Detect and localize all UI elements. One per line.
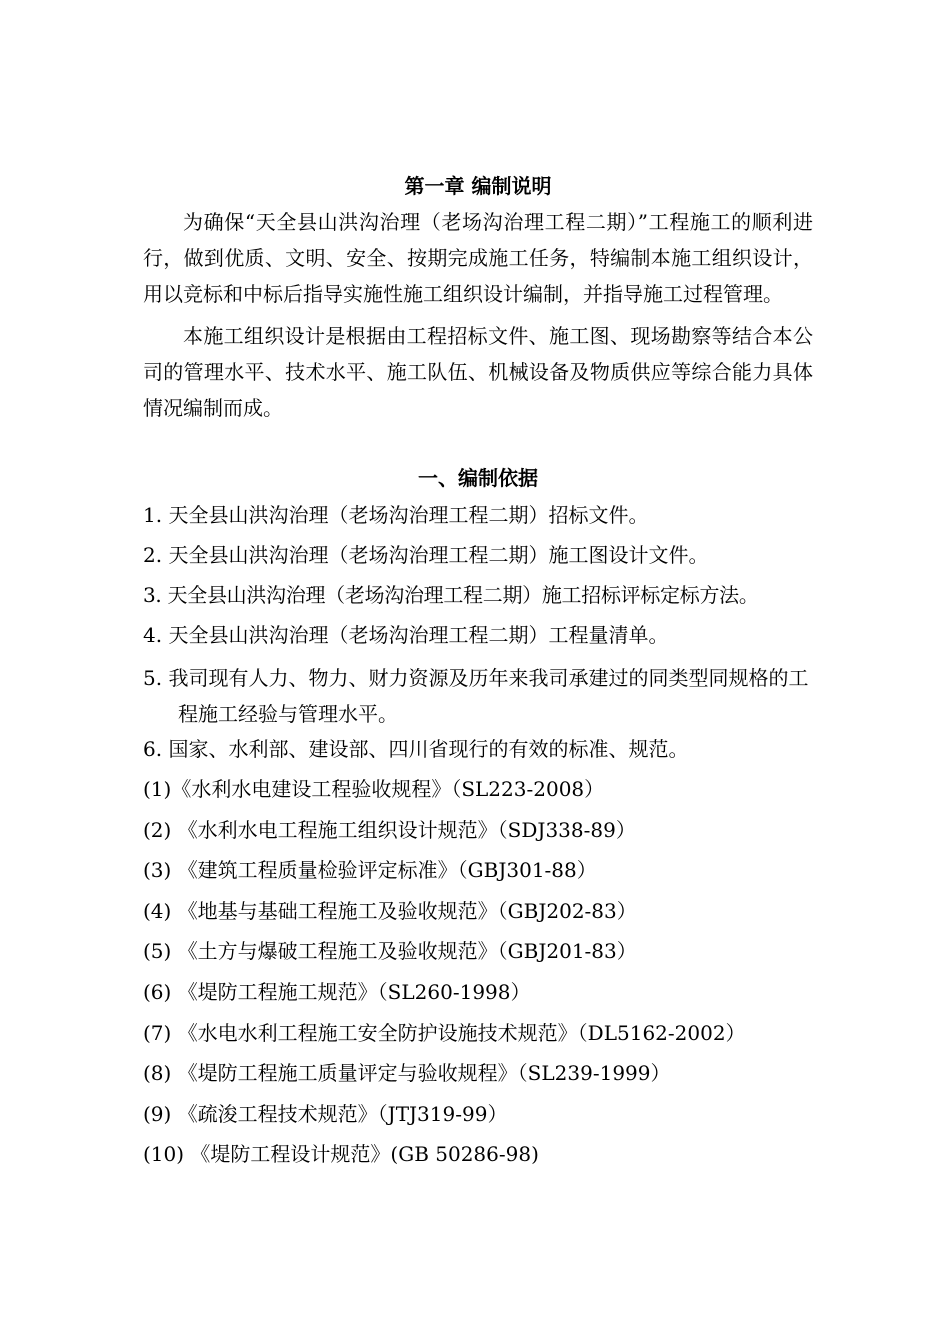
standard-item: (1)《水利水电建设工程验收规程》（SL223-2008） [143,777,605,801]
page-content [143,168,813,1180]
intro-paragraph-1: 为确保“天全县山洪沟治理（老场沟治理工程二期）”工程施工的顺利进行，做到优质、文明、安全、按期完成施工任务，特编制本施工组织设计，用以竞标和中标后指导实施性施工组织设计编制，并指导施工过程管理。 [143,210,813,306]
section-title: 一、编制依据 [418,466,538,490]
basis-list [143,500,813,764]
standard-item: (4) 《地基与基础工程施工及验收规范》（GBJ202-83） [143,898,637,923]
standard-item: (10) 《堤防工程设计规范》(GB 50286-98) [143,1142,539,1167]
chapter-title: 第一章 编制说明 [404,174,552,198]
basis-item: 3. 天全县山洪沟治理（老场沟治理工程二期）施工招标评标定标方法。 [143,583,759,607]
basis-item: 5. 我司现有人力、物力、财力资源及历年来我司承建过的同类型同规格的工程施工经验与管理水平。 [143,666,809,726]
standard-item: (6) 《堤防工程施工规范》（SL260-1998） [143,979,531,1004]
basis-item: 6. 国家、水利部、建设部、四川省现行的有效的标准、规范。 [143,737,689,761]
standard-item: (7) 《水电水利工程施工安全防护设施技术规范》（DL5162-2002） [143,1020,746,1045]
basis-item: 4. 天全县山洪沟治理（老场沟治理工程二期）工程量清单。 [143,623,669,647]
intro-paragraph-2: 本施工组织设计是根据由工程招标文件、施工图、现场勘察等结合本公司的管理水平、技术水平、施工队伍、机械设备及物质供应等综合能力具体情况编制而成。 [143,324,813,420]
standard-item: (3) 《建筑工程质量检验评定标准》（GBJ301-88） [143,858,597,883]
standard-item: (8) 《堤防工程施工质量评定与验收规程》（SL239-1999） [143,1061,671,1086]
standard-item: (5) 《土方与爆破工程施工及验收规范》（GBJ201-83） [143,939,637,964]
standard-item: (9) 《疏浚工程技术规范》（JTJ319-99） [143,1101,508,1126]
standard-item: (2) 《水利水电工程施工组织设计规范》（SDJ338-89） [143,817,636,842]
basis-item: 2. 天全县山洪沟治理（老场沟治理工程二期）施工图设计文件。 [143,543,709,567]
basis-item: 1. 天全县山洪沟治理（老场沟治理工程二期）招标文件。 [143,503,649,527]
standards-list [143,774,813,1169]
